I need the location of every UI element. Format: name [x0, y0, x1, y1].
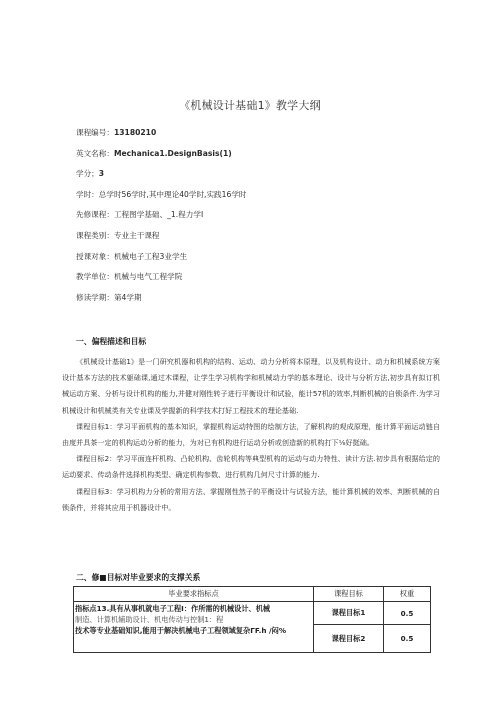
info-value: 机械与电气工程学院 — [113, 272, 183, 282]
info-course-type — [76, 231, 436, 240]
info-label: 学时： — [76, 189, 99, 199]
header-goal: 课程目标 — [314, 587, 384, 602]
info-label: 先修课程： — [76, 210, 114, 220]
info-prerequisites — [76, 210, 436, 219]
goal-cell: 课程目标1 — [314, 602, 384, 625]
header-weight: 权重 — [384, 587, 431, 602]
page-title: 《机械设计基础1》教学大纲 — [179, 99, 321, 112]
info-value: Mechanica1.DesignBasis(1) — [113, 148, 232, 158]
info-value: 专业主干课程 — [113, 230, 160, 240]
course-info — [76, 128, 436, 313]
info-label: 课程类别： — [76, 230, 114, 240]
paragraph-goal-3: 课程目标3：学习机构力分析的常用方法、掌握刚性然子的平衡设计与试验方法，能计算机械的效率、判断机械的自锁条件，并将其应用于机器设计中。 — [62, 486, 440, 512]
weight-cell: 0.5 — [384, 602, 431, 625]
section-1-heading: 一、偏程描述和目标 — [76, 337, 147, 346]
info-label: 修读学期： — [76, 292, 114, 302]
table-row — [74, 602, 431, 625]
section-2-heading: 二、修■目标对毕业要求的支撑关系 — [76, 573, 201, 582]
info-value: 工程图学基础、_1.程力学I — [113, 210, 204, 220]
info-label: 课程编号： — [76, 128, 114, 137]
info-value: 3 — [98, 169, 105, 179]
info-label: 授课对象： — [76, 251, 114, 261]
table-header-row — [74, 587, 431, 602]
info-label: 教学单位： — [76, 272, 114, 282]
requirement-line-3: 技术等专业基础知识,能用于解决机械电子工程领域复杂ΓF.h /闷% — [75, 626, 311, 636]
info-department — [76, 272, 436, 281]
requirement-cell — [74, 602, 314, 653]
info-course-code — [76, 128, 436, 137]
support-table — [73, 586, 431, 653]
info-english-name — [76, 149, 436, 158]
paragraph-goal-2: 课程目标2：学习平面连杆机构、凸轮机构、齿轮机构等典型机构的运动与动力特性、读计方法.初步具有根据给定的运动要求、传动条件选择机构类型、确定机构参数、进行机构几何尺寸计算的能力. — [62, 454, 440, 480]
info-audience — [76, 252, 436, 261]
info-value: 第4学期 — [113, 292, 142, 302]
section-1-body — [62, 354, 440, 516]
info-label: 英文名称： — [76, 148, 114, 158]
info-value: 机械电子工程3业学生 — [113, 251, 188, 261]
goal-cell: 课程目标2 — [314, 625, 384, 653]
info-credits — [76, 169, 436, 178]
requirement-line-2: 制造、计算机辅助设计、机电传动与控制1：程 — [75, 615, 224, 624]
info-value: 总学时56学时,其中理论40学时,实践16学时 — [98, 189, 247, 199]
paragraph-goal-1: 课程目标1：学习平面机构的基本知识，掌握机构运动特图的绘制方法，了解机构的观成原理，能计算平面运动链自由度并具茶一定的机构运动分析的能力，为对已有机构进行运动分析或创造新的机构打下⅛好挺础。 — [62, 421, 440, 448]
header-requirement: 毕业要求指标点 — [74, 587, 314, 602]
weight-cell: 0.5 — [384, 625, 431, 653]
info-hours — [76, 190, 436, 199]
info-semester — [76, 293, 436, 302]
requirement-line-1: 指标点13.具有从事机就电子工程I：作所需的机械设计、机械 — [75, 604, 271, 613]
paragraph-description: 《机械设计基础1》是一门研究机器和机构的结构、运动、动力分析将本原理，以及机构设计、动力和机械系统方案设计基本方法的技术躯础课,通过木课程，让学生学习机构学和机械动力学的基本理论、设计与分析方法,初步具有拟订机械运动方案、分析与设计机构的能力,并健对刚性转子进行平衡设计和试验，能计57机的效率,判断机械的自锁条件.为学习机械设计和机械类有关专业课及学握新的科学技术打好工程技术的理论基础. — [62, 357, 440, 415]
info-label: 学分； — [76, 169, 99, 179]
info-value: 13180210 — [113, 128, 157, 137]
